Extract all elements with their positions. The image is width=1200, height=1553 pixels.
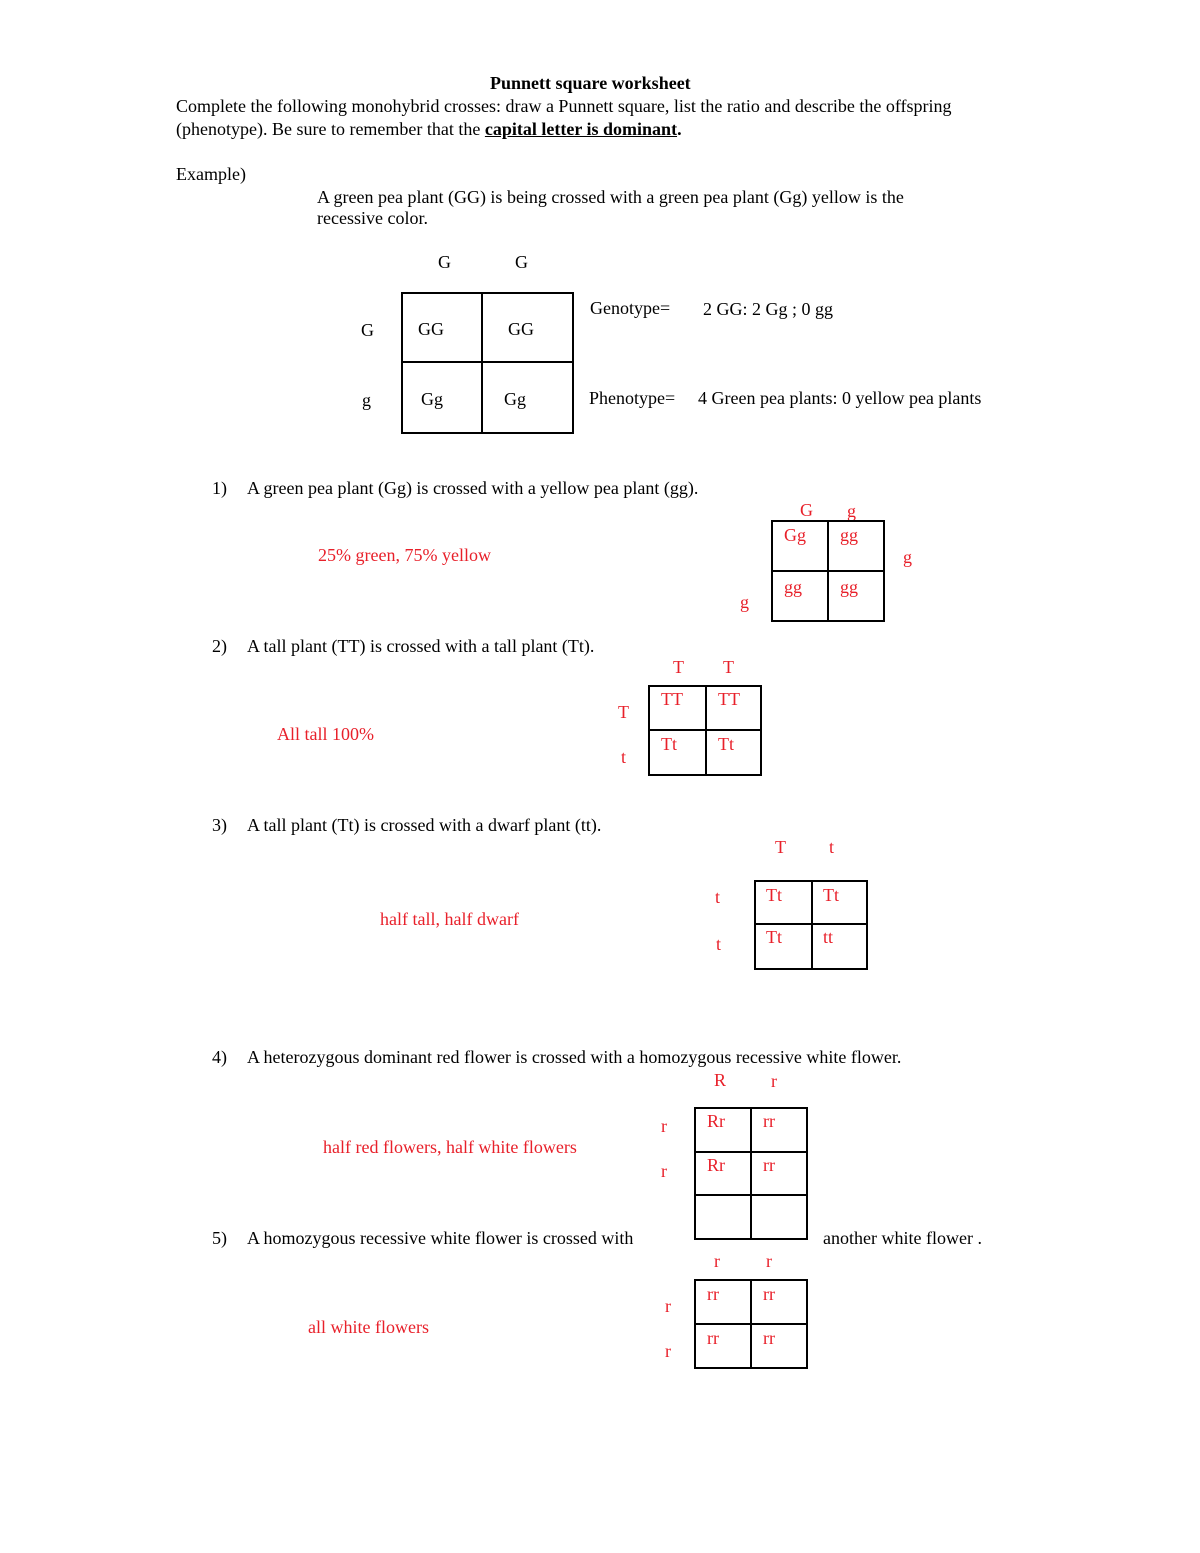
q3-grid-vline <box>811 880 813 970</box>
q2-side-allele-2: t <box>621 747 627 767</box>
q4-side-allele-2: r <box>661 1161 667 1181</box>
q2-top-allele-2: T <box>723 657 734 677</box>
example-label: Example) <box>176 164 246 184</box>
instructions-line-1: Complete the following monohybrid crosses: draw a Punnett square, list the ratio and describe the offspring <box>176 96 952 116</box>
q4-grid-hline-1 <box>694 1151 808 1153</box>
example-top-allele-1: G <box>438 252 451 272</box>
q1-cell-1: Gg <box>784 525 806 545</box>
example-side-allele-2: g <box>362 390 371 410</box>
q3-number: 3) <box>212 815 227 835</box>
q4-number: 4) <box>212 1047 227 1067</box>
q4-top-allele-1: R <box>714 1070 727 1090</box>
q1-top-allele-1: G <box>800 500 813 520</box>
example-cell-1: GG <box>418 319 444 339</box>
q5-side-allele-1: r <box>665 1296 671 1316</box>
example-text-2: recessive color. <box>317 208 428 228</box>
q4-text: A heterozygous dominant red flower is crossed with a homozygous recessive white flower. <box>247 1047 902 1067</box>
q3-cell-1: Tt <box>766 885 782 905</box>
q2-cell-2: TT <box>718 689 740 709</box>
genotype-label: Genotype= <box>590 298 671 318</box>
q1-cell-4: gg <box>840 577 858 597</box>
example-grid-vline <box>481 292 483 434</box>
example-cell-2: GG <box>508 319 534 339</box>
q5-number: 5) <box>212 1228 227 1248</box>
page-title: Punnett square worksheet <box>490 73 691 93</box>
q1-top-allele-2: g <box>847 501 856 521</box>
q1-cell-2: gg <box>840 525 858 545</box>
q4-answer: half red flowers, half white flowers <box>323 1137 577 1157</box>
q3-side-allele-2: t <box>716 934 722 954</box>
q4-cell-1: Rr <box>707 1111 725 1131</box>
example-text-1: A green pea plant (GG) is being crossed with a green pea plant (Gg) yellow is the <box>317 187 904 207</box>
q1-number: 1) <box>212 478 227 498</box>
instructions-line-2 <box>176 118 682 140</box>
q5-top-allele-1: r <box>714 1251 720 1271</box>
q3-cell-4: tt <box>823 927 834 947</box>
q5-cell-3: rr <box>707 1328 719 1348</box>
q2-cell-3: Tt <box>661 734 677 754</box>
q1-grid-hline <box>771 570 885 572</box>
example-top-allele-2: G <box>515 252 528 272</box>
q4-grid-hline-2 <box>694 1194 808 1196</box>
phenotype-value: 4 Green pea plants: 0 yellow pea plants <box>698 388 982 408</box>
q1-text: A green pea plant (Gg) is crossed with a yellow pea plant (gg). <box>247 478 699 498</box>
q5-cell-2: rr <box>763 1284 775 1304</box>
q3-cell-3: Tt <box>766 927 782 947</box>
genotype-value: 2 GG: 2 Gg ; 0 gg <box>703 299 833 319</box>
example-punnett-square <box>401 292 574 434</box>
q5-cell-4: rr <box>763 1328 775 1348</box>
q5-top-allele-2: r <box>766 1251 772 1271</box>
q4-top-allele-2: r <box>771 1071 777 1091</box>
q3-top-allele-2: t <box>829 837 835 857</box>
q5-text-end: another white flower . <box>823 1228 982 1248</box>
q2-text: A tall plant (TT) is crossed with a tall plant (Tt). <box>247 636 595 656</box>
q5-answer: all white flowers <box>308 1317 429 1337</box>
example-side-allele-1: G <box>361 320 374 340</box>
q5-grid-hline <box>694 1323 808 1325</box>
q2-cell-4: Tt <box>718 734 734 754</box>
q1-answer: 25% green, 75% yellow <box>318 545 491 565</box>
q3-grid-hline <box>754 923 868 925</box>
q2-top-allele-1: T <box>673 657 684 677</box>
q3-answer: half tall, half dwarf <box>380 909 519 929</box>
q1-side-allele-1: g <box>903 547 912 567</box>
q4-grid-vline <box>750 1107 752 1240</box>
q4-side-allele-1: r <box>661 1116 667 1136</box>
q2-cell-1: TT <box>661 689 683 709</box>
dominant-rule: capital letter is dominant <box>484 119 678 139</box>
q4-cell-2: rr <box>763 1111 775 1131</box>
q3-top-allele-1: T <box>775 837 786 857</box>
q2-answer: All tall 100% <box>277 724 374 744</box>
q4-cell-3: Rr <box>707 1155 725 1175</box>
instructions-text: (phenotype). Be sure to remember that the <box>176 119 485 139</box>
q2-grid-hline <box>648 729 762 731</box>
q2-number: 2) <box>212 636 227 656</box>
q1-side-allele-2: g <box>740 592 749 612</box>
q3-side-allele-1: t <box>715 887 721 907</box>
phenotype-label: Phenotype= <box>589 388 676 408</box>
example-cell-4: Gg <box>504 389 526 409</box>
example-grid-hline <box>401 361 574 363</box>
q5-cell-1: rr <box>707 1284 719 1304</box>
q1-cell-3: gg <box>784 577 802 597</box>
example-cell-3: Gg <box>421 389 443 409</box>
q2-side-allele-1: T <box>618 702 629 722</box>
q5-side-allele-2: r <box>665 1341 671 1361</box>
q3-text: A tall plant (Tt) is crossed with a dwarf plant (tt). <box>247 815 602 835</box>
instructions-period: . <box>677 119 682 139</box>
q4-cell-4: rr <box>763 1155 775 1175</box>
q3-cell-2: Tt <box>823 885 839 905</box>
q5-text: A homozygous recessive white flower is crossed with <box>247 1228 634 1248</box>
